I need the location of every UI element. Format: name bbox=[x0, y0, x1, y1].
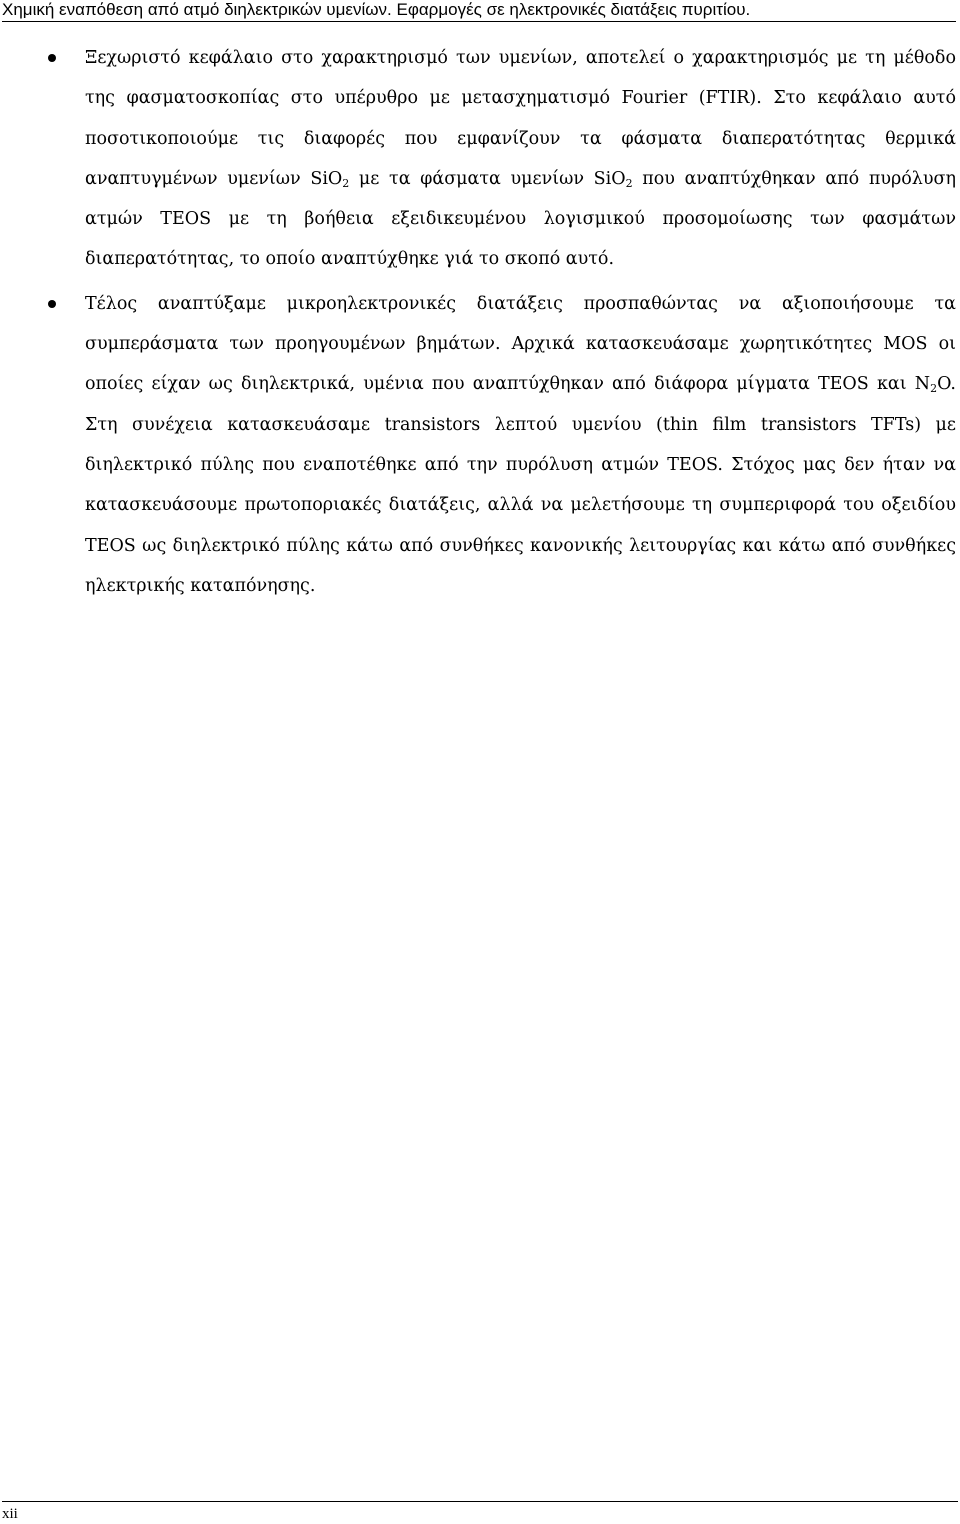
paragraph-text: με τα φάσματα υμενίων SiO bbox=[349, 168, 626, 189]
subscript: 2 bbox=[342, 176, 350, 190]
bullet-list bbox=[44, 38, 956, 606]
subscript: 2 bbox=[625, 176, 633, 190]
running-header: Χημική εναπόθεση από ατμό διηλεκτρικών υμενίων. Εφαρμογές σε ηλεκτρονικές διατάξεις πυριτίου. bbox=[2, 0, 956, 22]
paragraph-text: Ξεχωριστό κεφάλαιο στο χαρακτηρισμό των υμενίων, αποτελεί ο χαρακτηρισμός με τη μέθοδο της φασματοσκοπίας στο υπέρυθρο με μετασχηματισμό Fourier (FTIR). Στο κεφάλαιο αυτό ποσοτικοποιούμε τις διαφορές που εμφανίζουν τα φάσματα διαπερατότητας θερμικά αναπτυγμένων υμενίων SiO bbox=[85, 48, 956, 189]
bullet-icon bbox=[48, 300, 56, 308]
subscript: 2 bbox=[930, 382, 938, 396]
paragraph-text: Τέλος αναπτύξαμε μικροηλεκτρονικές διατάξεις προσπαθώντας να αξιοποιήσουμε τα συμπεράσματα των προηγουμένων βημάτων. Αρχικά κατασκευάσαμε χωρητικότητες MOS οι οποίες είχαν ως διηλεκτρικά, υμένια που αναπτύχθηκαν από διάφορα μίγματα TEOS και N bbox=[85, 293, 956, 395]
bullet-icon bbox=[48, 54, 56, 62]
bullet-item-ftir bbox=[44, 38, 956, 280]
bullet-item-devices bbox=[44, 284, 956, 606]
paragraph-text: που αναπτύχθηκαν από πυρόλυση ατμών TEOS με τη βοήθεια εξειδικευμένου λογισμικού προσομοίωσης των φασμάτων διαπερατότητας, το οποίο αναπτύχθηκε γιά το σκοπό αυτό. bbox=[85, 168, 956, 270]
page-number: xii bbox=[2, 1506, 18, 1522]
paragraph-text: O. Στη συνέχεια κατασκευάσαμε transistors λεπτού υμενίου (thin film transistors TFTs) με διηλεκτρικό πύλης που εναποτέθηκε από την πυρόλυση ατμών TEOS. Στόχος μας δεν ήταν να κατασκευάσουμε πρωτοποριακές διατάξεις, αλλά να μελετήσουμε τη συμπεριφορά του οξειδίου TEOS ως διηλεκτρικό πύλης κάτω από συνθήκες κανονικής λειτουργίας και κάτω από συνθήκες ηλεκτρικής καταπόνησης. bbox=[85, 374, 956, 596]
footer-rule bbox=[2, 1501, 958, 1502]
